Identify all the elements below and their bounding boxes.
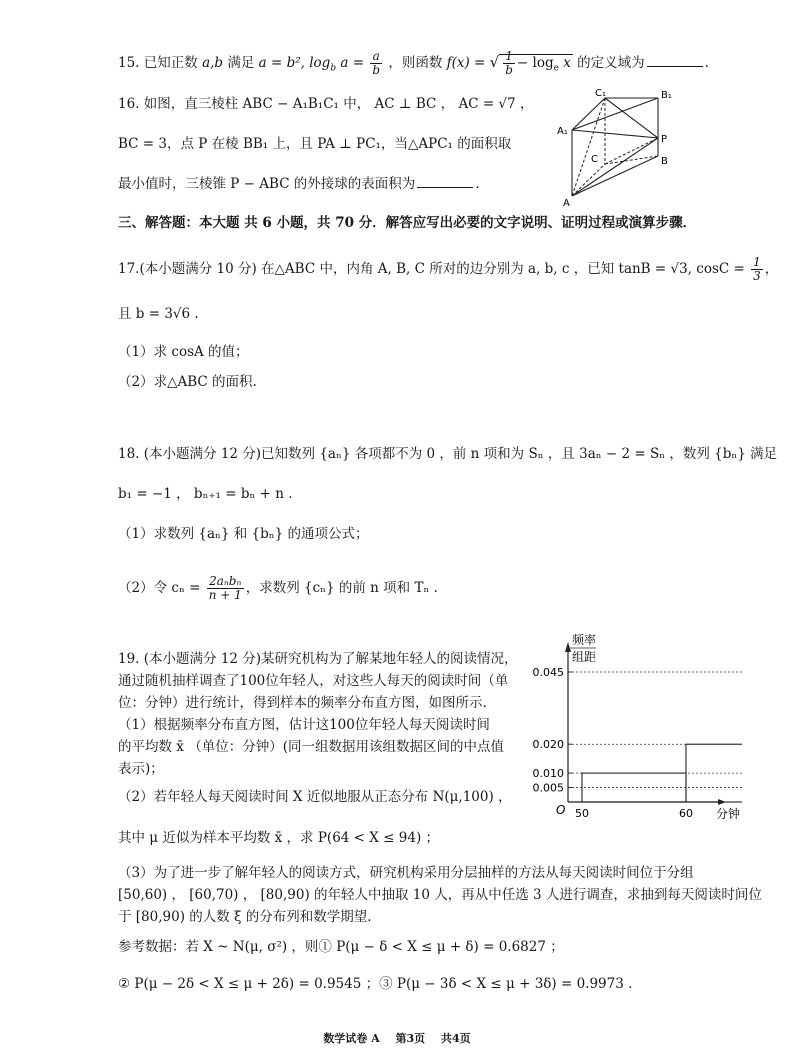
origin-label: O [556,803,566,817]
q19-line-3: 位：分钟）进行统计，得到样本的频率分布直方图，如图所示． [118,695,496,711]
q16-answer-blank[interactable] [417,175,473,188]
frequency-histogram [520,630,742,830]
prism-figure [555,88,690,208]
q15-fraction: $\frac{a}{b}$ [372,49,381,77]
q19-line-10: [50,60) ， [60,70) ， [80,90) 的年轻人中抽取 10 人，再从中任选 3 人进行调查，求抽到每天阅读时间位 [118,887,762,903]
q19-line-8: 其中 μ 近似为样本平均数 x̄ ，求 P(64 < X ≤ 94) ； [118,830,440,846]
label-B: B [661,156,668,167]
label-B1: B₁ [661,90,672,101]
x-tick-label: 50 [575,807,589,820]
y-tick-label: 0.010 [532,767,564,781]
label-P: P [661,134,668,145]
y-tick-label: 0.005 [532,781,564,795]
q15-radicand: $\frac{1}{b}$ − $\log_e x$ [499,54,573,71]
x-axis-label: 分钟 [716,807,741,821]
x-tick-label: 60 [679,807,693,820]
sqrt-icon: √ [489,53,500,71]
q15-line: 15. 已知正数 a,b 满足 a = b², $\log_b a$ = $\frac{a}{b}$ ，则函数 f(x) = √ $\frac{1}{b}$ − $\log_e x$ 的定义域为 . [118,49,709,77]
label-A: A [563,198,570,208]
q16-line-1: 16. 如图，直三棱柱 ABC − A₁B₁C₁ 中， AC ⊥ BC ， AC = √7 ， [118,96,534,112]
q18-sub-1: （1）求数列 {aₙ} 和 {bₙ} 的通项公式； [118,526,369,542]
q19-line-7: （2）若年轻人每天阅读时间 X 近似地服从正态分布 N(μ,100) ， [118,789,512,805]
q16-line-2: BC = 3，点 P 在棱 BB₁ 上，且 PA ⊥ PC₁，当△APC₁ 的面积取 [118,136,512,152]
q17-line-1: 17.(本小题满分 10 分) 在△ABC 中，内角 A, B, C 所对的边分别为 a, b, c ，已知 tanB = √3, cosC = $\frac{1}{3}$ ， [118,255,779,283]
q19-line-2: 通过随机抽样调查了100位年轻人，对这些人每天的阅读时间（单 [118,673,509,689]
footer-subject: 数学试卷 A [323,1032,380,1045]
q16-line-3: 最小值时，三棱锥 P − ABC 的外接球的表面积为 . [118,176,480,192]
q18-fraction: $\frac{\text{2aₙbₙ}}{n + 1}$ [208,574,242,602]
label-C: C [591,154,598,165]
y-tick-label: 0.045 [532,666,564,679]
q19-line-6: 表示)； [118,761,164,777]
q15-answer-blank[interactable] [647,54,703,67]
q17-sub-1: （1）求 cosA 的值； [118,344,249,360]
q18-line-1: 18. (本小题满分 12 分)已知数列 {aₙ} 各项都不为 0 ，前 n 项和为 Sₙ ，且 3aₙ − 2 = Sₙ ，数列 {bₙ} 满足 [118,446,778,462]
q19-line-1: 19. (本小题满分 12 分)某研究机构为了解某地年轻人的阅读情况， [118,651,518,667]
q19-line-9: （3）为了进一步了解年轻人的阅读方式，研究机构采用分层抽样的方法从每天阅读时间位于分组 [118,865,694,881]
q15-number: 15. [118,55,140,71]
q18-line-2: b₁ = −1 ， bₙ₊₁ = bₙ + n . [118,486,293,502]
y-label-bottom: 组距 [572,650,597,664]
q17-fraction: $\frac{1}{3}$ [753,255,761,283]
y-tick-label: 0.020 [532,738,564,752]
page-footer [0,1030,794,1046]
q19-reference-1: 参考数据：若 X ~ N(μ, σ²) ，则① P(μ − δ < X ≤ μ + δ) = 0.6827 ； [118,939,564,955]
q17-sub-2: （2）求△ABC 的面积. [118,374,257,390]
footer-page: 第3页 [395,1032,426,1045]
q17-line-2: 且 b = 3√6 . [118,306,199,322]
label-C1: C₁ [595,88,606,99]
label-A1: A₁ [557,126,568,137]
q18-sub-2: （2）令 cₙ = $\frac{\text{2aₙbₙ}}{n + 1}$ ，求数列 {cₙ} 的前 n 项和 Tₙ . [118,574,438,602]
footer-total: 共4页 [441,1032,471,1045]
q19-reference-2: ② P(μ − 2δ < X ≤ μ + 2δ) = 0.9545 ；③ P(μ − 3δ < X ≤ μ + 3δ) = 0.9973 . [118,976,633,992]
section-3-title: 三、解答题：本大题 共 6 小题，共 70 分．解答应写出必要的文字说明、证明过程或演算步骤． [118,215,697,231]
q19-line-5: 的平均数 x̄ （单位：分钟）(同一组数据用该组数据区间的中点值 [118,739,504,755]
y-label-top: 频率 [572,633,597,647]
q19-line-11: 于 [80,90) 的人数 ξ 的分布列和数学期望． [118,909,381,925]
q19-line-4: （1）根据频率分布直方图，估计这100位年轻人每天阅读时间 [118,717,490,733]
y-axis-arrow-icon [565,642,571,652]
